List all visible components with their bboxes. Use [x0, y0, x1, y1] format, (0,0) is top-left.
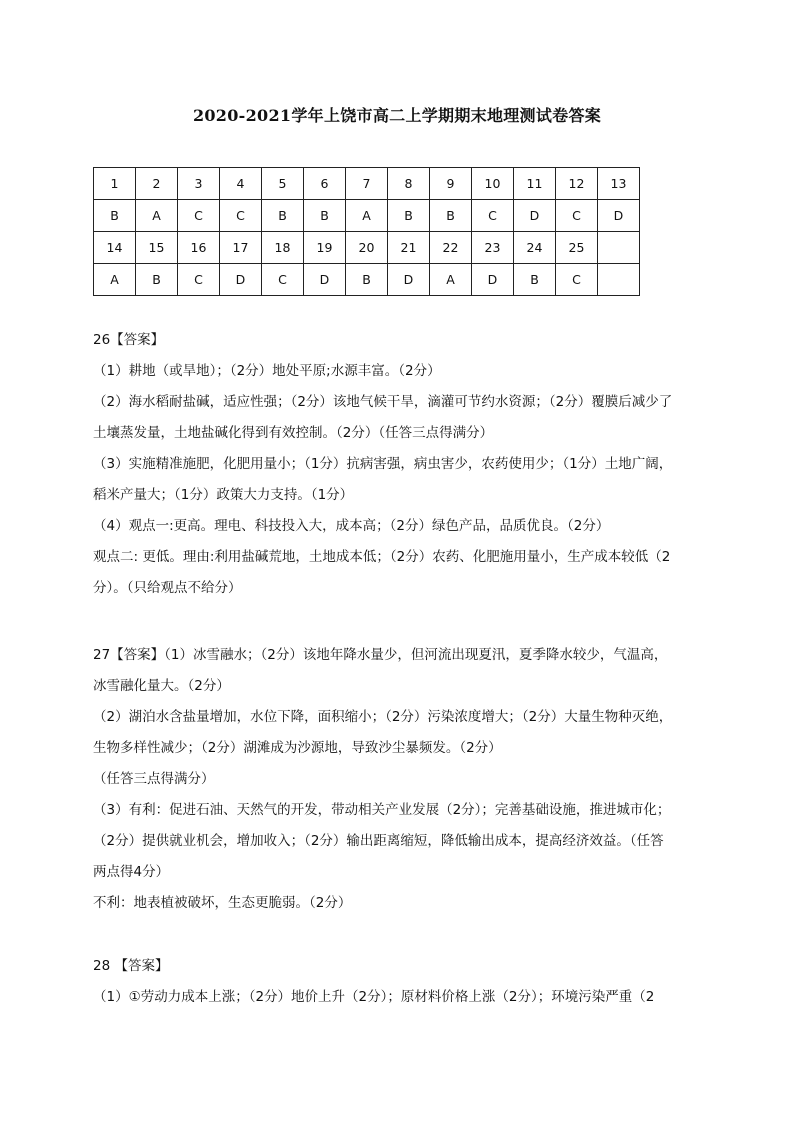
answer-cell: B	[136, 264, 178, 296]
q27-line: （2）湖泊水含盐量增加，水位下降，面积缩小；（2分）污染浓度增大；（2分）大量生物种灭绝，	[93, 709, 673, 725]
question-number-cell: 21	[388, 232, 430, 264]
q26-line: 观点二: 更低。理由:利用盐碱荒地，土地成本低；（2分）农药、化肥施用量小，生产成本较低（2	[93, 549, 671, 565]
answer-table	[93, 167, 640, 296]
answer-cell: B	[514, 264, 556, 296]
q28-heading: 28 【答案】	[93, 958, 169, 974]
question-number-cell: 24	[514, 232, 556, 264]
answer-cell: B	[304, 200, 346, 232]
q26-line: （1）耕地（或旱地）；（2分）地处平原;水源丰富。（2分）	[93, 363, 441, 379]
answer-cell: C	[220, 200, 262, 232]
answer-cell: D	[304, 264, 346, 296]
answer-row	[94, 200, 640, 232]
q26-heading: 26【答案】	[93, 332, 165, 348]
question-number-cell: 15	[136, 232, 178, 264]
answer-cell: B	[346, 264, 388, 296]
question-number-cell: 25	[556, 232, 598, 264]
answer-cell: D	[388, 264, 430, 296]
question-number-cell: 16	[178, 232, 220, 264]
question-number-cell: 20	[346, 232, 388, 264]
answer-cell: D	[598, 200, 640, 232]
q27-line: （任答三点得满分）	[93, 771, 215, 787]
question-number-cell: 14	[94, 232, 136, 264]
answer-cell	[598, 264, 640, 296]
answer-cell: A	[430, 264, 472, 296]
q27-line: 不利：地表植被破坏，生态更脆弱。（2分）	[93, 895, 352, 911]
answer-cell: B	[388, 200, 430, 232]
question-number-cell: 7	[346, 168, 388, 200]
question-number-cell: 23	[472, 232, 514, 264]
answer-cell: D	[220, 264, 262, 296]
answer-row	[94, 264, 640, 296]
question-number-cell: 12	[556, 168, 598, 200]
answer-cell: D	[472, 264, 514, 296]
question-number-cell: 8	[388, 168, 430, 200]
question-number-cell: 1	[94, 168, 136, 200]
answer-cell: C	[178, 200, 220, 232]
q26-line: （3）实施精准施肥，化肥用量小；（1分）抗病害强，病虫害少，农药使用少；（1分）土地广阔，	[93, 456, 673, 472]
q27-line: 生物多样性减少；（2分）湖滩成为沙源地，导致沙尘暴频发。（2分）	[93, 740, 502, 756]
q28-section	[93, 951, 713, 1013]
page-title: 2020-2021学年上饶市高二上学期期末地理测试卷答案	[192, 106, 602, 125]
q28-line: （1）①劳动力成本上涨；（2分）地价上升（2分）；原材料价格上涨（2分）；环境污染严重（2	[93, 989, 655, 1005]
question-number-row	[94, 232, 640, 264]
answer-cell: C	[556, 200, 598, 232]
q27-section	[93, 640, 713, 919]
q26-line: 土壤蒸发量，土地盐碱化得到有效控制。（2分）（任答三点得满分）	[93, 425, 494, 441]
answer-cell: B	[262, 200, 304, 232]
question-number-cell: 4	[220, 168, 262, 200]
answer-cell: C	[178, 264, 220, 296]
q27-line: （3）有利：促进石油、天然气的开发，带动相关产业发展（2分）；完善基础设施，推进城市化；	[93, 802, 671, 818]
question-number-cell: 11	[514, 168, 556, 200]
answer-cell: B	[94, 200, 136, 232]
answer-cell: A	[136, 200, 178, 232]
question-number-cell: 19	[304, 232, 346, 264]
question-number-cell: 3	[178, 168, 220, 200]
question-number-cell: 9	[430, 168, 472, 200]
question-number-cell: 5	[262, 168, 304, 200]
question-number-cell: 18	[262, 232, 304, 264]
q26-line: （4）观点一:更高。理电、科技投入大，成本高；（2分）绿色产品，品质优良。（2分）	[93, 518, 610, 534]
question-number-cell: 6	[304, 168, 346, 200]
question-number-cell: 10	[472, 168, 514, 200]
q26-line: （2）海水稻耐盐碱，适应性强；（2分）该地气候干旱，滴灌可节约水资源；（2分）覆膜后减少了	[93, 394, 673, 410]
answer-cell: C	[262, 264, 304, 296]
q27-line: （2分）提供就业机会，增加收入；（2分）输出距离缩短，降低输出成本，提高经济效益。（任答	[93, 833, 664, 849]
q27-line: 冰雪融化量大。（2分）	[93, 678, 230, 694]
question-number-cell: 22	[430, 232, 472, 264]
question-number-cell: 13	[598, 168, 640, 200]
question-number-cell: 2	[136, 168, 178, 200]
q27-line: 27【答案】（1）冰雪融水；（2分）该地年降水量少，但河流出现夏汛，夏季降水较少，气温高，	[93, 647, 668, 663]
question-number-cell: 17	[220, 232, 262, 264]
q26-section	[93, 325, 713, 604]
answer-cell: A	[94, 264, 136, 296]
answer-cell: B	[430, 200, 472, 232]
q27-line: 两点得4分）	[93, 864, 170, 880]
answer-cell: D	[514, 200, 556, 232]
q26-line: 分）。（只给观点不给分）	[93, 580, 242, 596]
q26-line: 稻米产量大；（1分）政策大力支持。（1分）	[93, 487, 354, 503]
answer-cell: C	[556, 264, 598, 296]
answer-cell: C	[472, 200, 514, 232]
question-number-cell	[598, 232, 640, 264]
answer-cell: A	[346, 200, 388, 232]
question-number-row	[94, 168, 640, 200]
